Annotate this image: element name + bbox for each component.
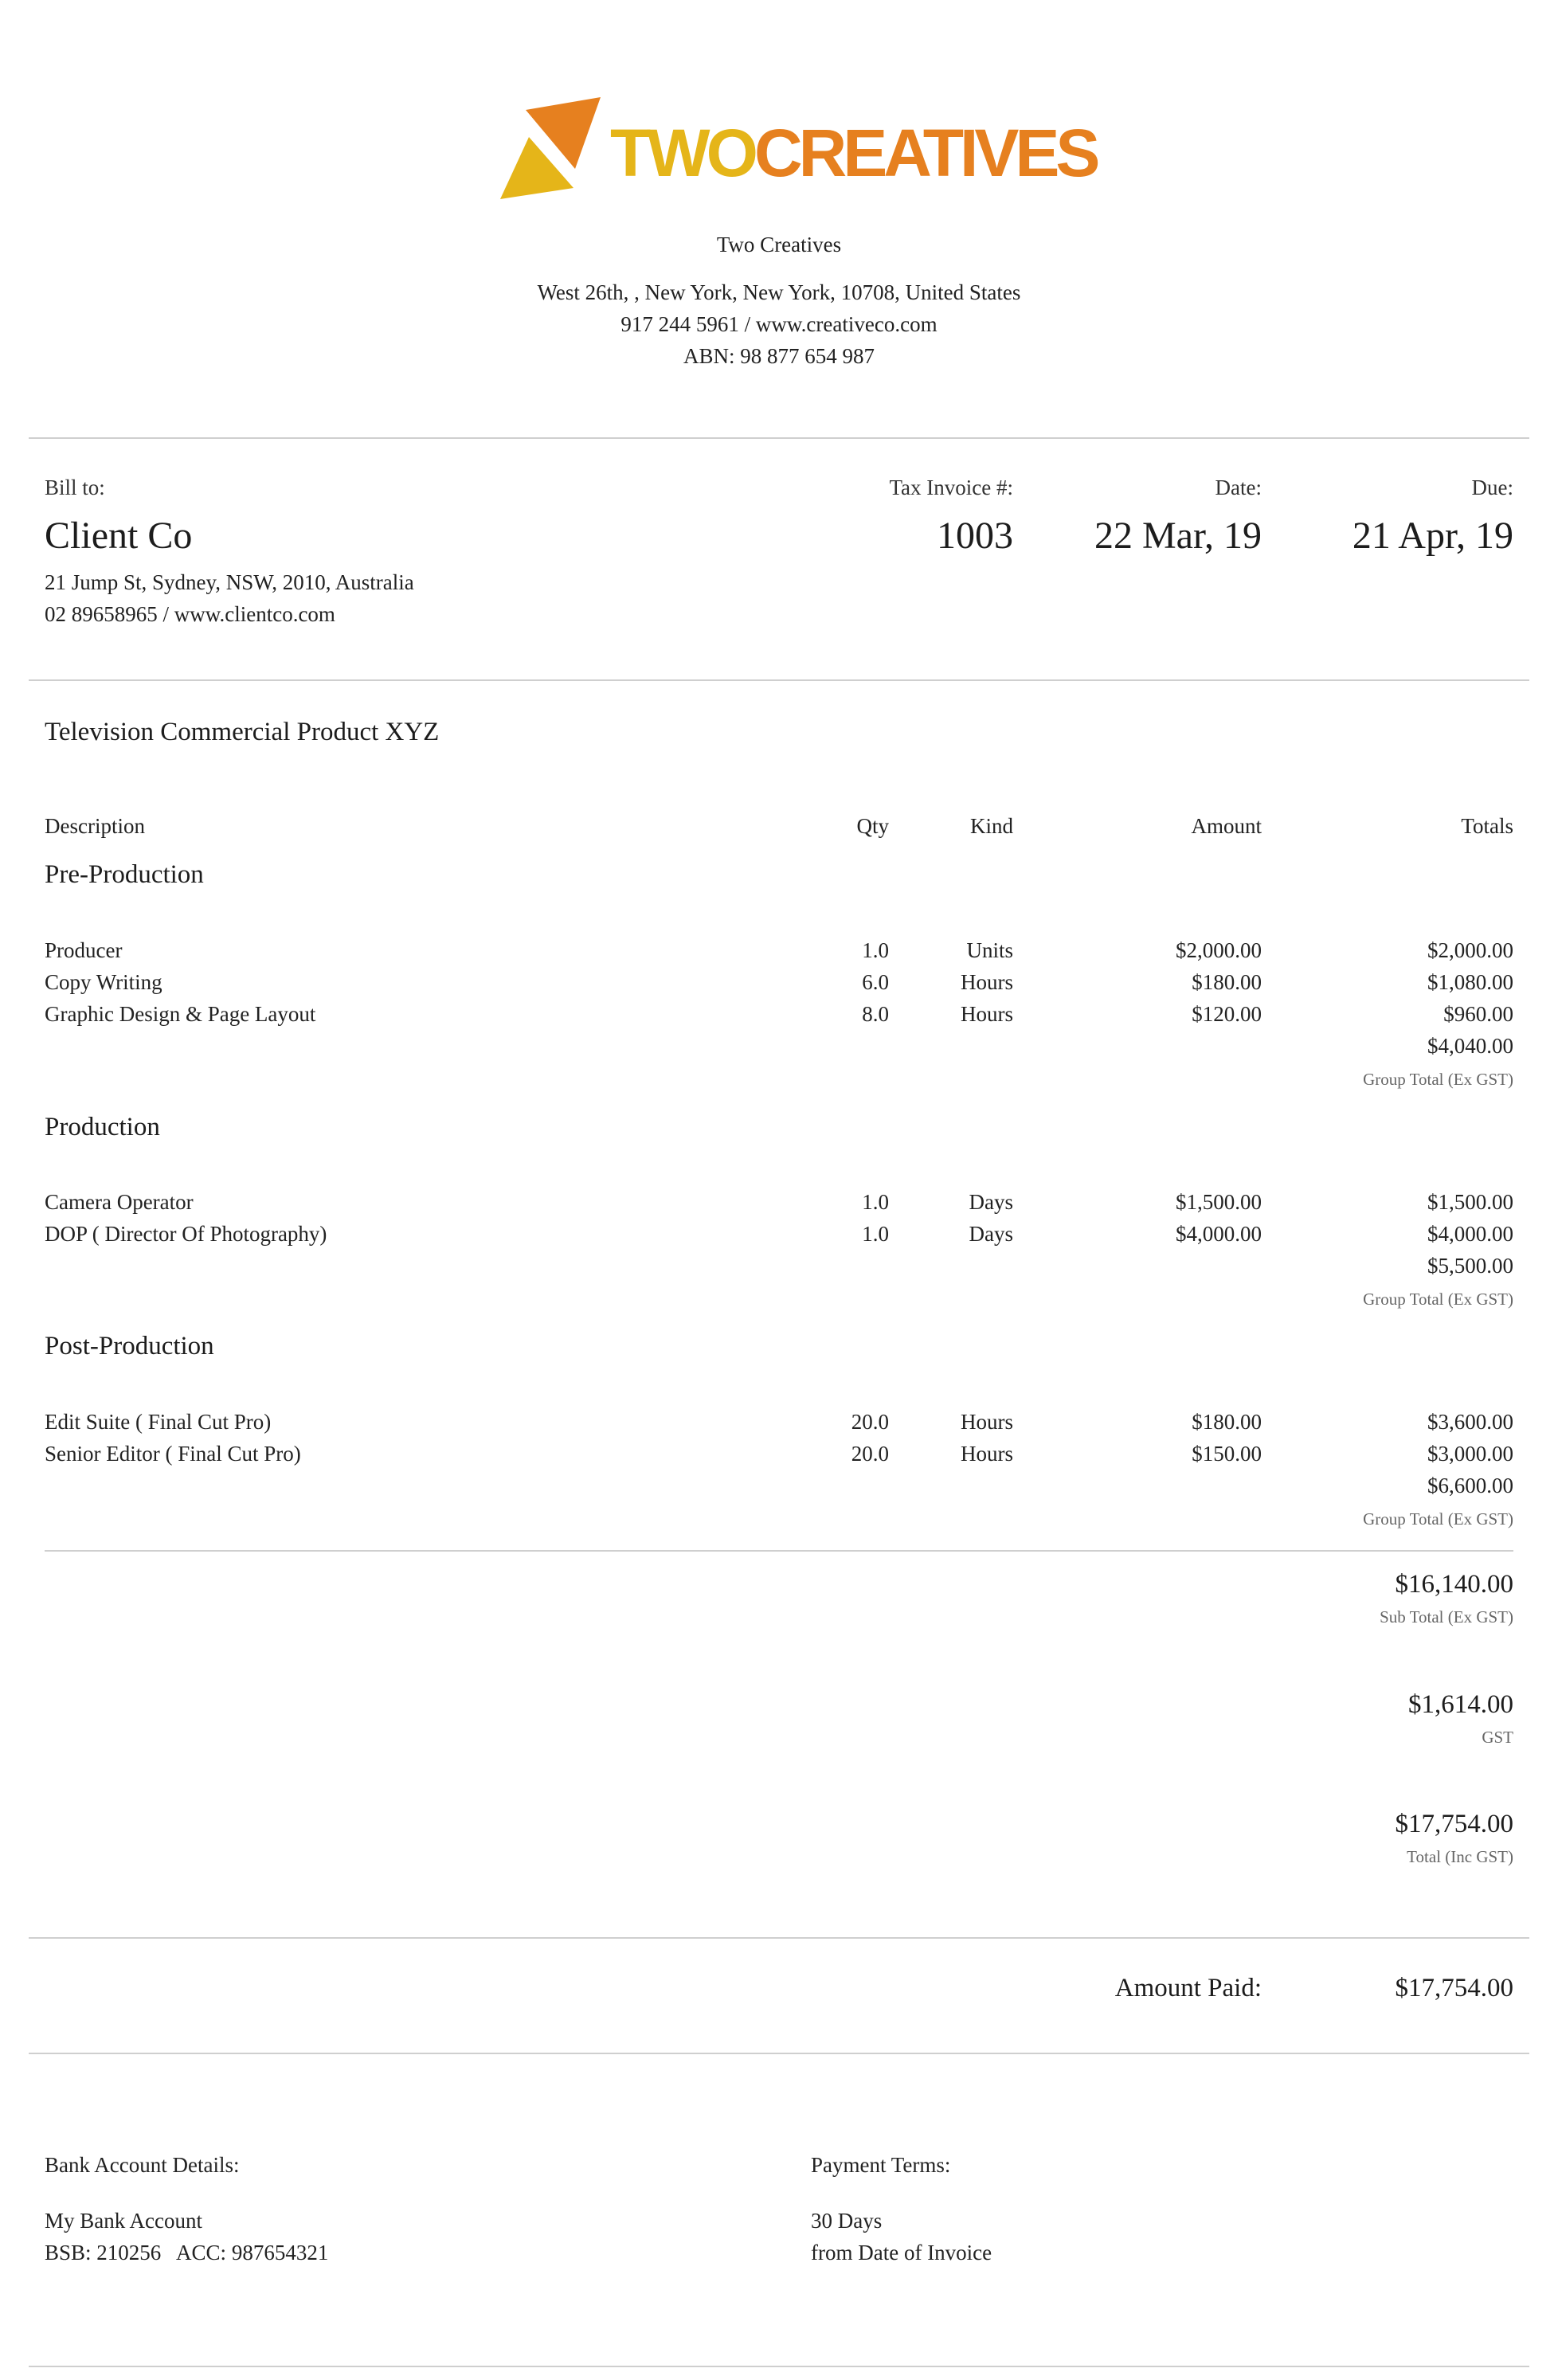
item-amount: $2,000.00 [1176, 938, 1262, 962]
item-kind: Hours [961, 1410, 1013, 1434]
item-description: Copy Writing [45, 970, 162, 994]
total-label: Total (Inc GST) [1407, 1847, 1513, 1866]
item-amount: $120.00 [1192, 1002, 1262, 1026]
item-kind: Units [966, 938, 1013, 962]
item-total: $960.00 [1443, 1002, 1513, 1026]
company-name: Two Creatives [716, 233, 842, 256]
item-amount: $180.00 [1192, 970, 1262, 994]
divider [29, 679, 1529, 681]
payment-terms-days: 30 Days [811, 2209, 883, 2233]
group-heading: Production [45, 1113, 160, 1141]
item-kind: Days [969, 1190, 1013, 1214]
item-qty: 6.0 [862, 970, 889, 994]
invoice-date: 22 Mar, 19 [1094, 515, 1262, 557]
project-title: Television Commercial Product XYZ [45, 718, 440, 746]
item-total: $2,000.00 [1427, 938, 1513, 962]
group-total: $5,500.00 [1427, 1254, 1513, 1278]
item-description: Senior Editor ( Final Cut Pro) [45, 1442, 301, 1466]
payment-terms-heading: Payment Terms: [811, 2153, 951, 2177]
group-total: $4,040.00 [1427, 1034, 1513, 1058]
header-qty: Qty [856, 814, 889, 838]
invoice-number: 1003 [937, 515, 1013, 557]
bank-bsb-acc: BSB: 210256 ACC: 987654321 [45, 2241, 329, 2265]
item-description: DOP ( Director Of Photography) [45, 1222, 327, 1246]
header-description: Description [45, 814, 145, 838]
group-total: $6,600.00 [1427, 1474, 1513, 1497]
company-abn: ABN: 98 877 654 987 [683, 344, 875, 368]
item-qty: 1.0 [862, 1222, 889, 1246]
item-qty: 8.0 [862, 1002, 889, 1026]
company-contact: 917 244 5961 / www.creativeco.com [620, 312, 938, 336]
header-kind: Kind [970, 814, 1013, 838]
bank-details-heading: Bank Account Details: [45, 2153, 240, 2177]
group-heading: Post-Production [45, 1332, 214, 1360]
item-total: $1,500.00 [1427, 1190, 1513, 1214]
item-qty: 20.0 [851, 1410, 889, 1434]
total-value: $17,754.00 [1395, 1810, 1513, 1838]
item-total: $1,080.00 [1427, 970, 1513, 994]
item-amount: $4,000.00 [1176, 1222, 1262, 1246]
item-amount: $180.00 [1192, 1410, 1262, 1434]
gst-value: $1,614.00 [1408, 1690, 1513, 1719]
invoice-due-date: 21 Apr, 19 [1352, 515, 1513, 557]
gst-label: GST [1482, 1728, 1513, 1747]
divider [45, 1550, 1513, 1552]
item-qty: 1.0 [862, 1190, 889, 1214]
header-amount: Amount [1191, 814, 1262, 838]
payment-terms-basis: from Date of Invoice [811, 2241, 992, 2265]
item-description: Producer [45, 938, 123, 962]
amount-paid-value: $17,754.00 [1395, 1974, 1513, 2002]
group-total-label: Group Total (Ex GST) [1363, 1509, 1513, 1529]
item-kind: Hours [961, 970, 1013, 994]
client-name: Client Co [45, 515, 193, 557]
item-kind: Hours [961, 1002, 1013, 1026]
header-totals: Totals [1461, 814, 1513, 838]
item-description: Edit Suite ( Final Cut Pro) [45, 1410, 272, 1434]
bill-to-label: Bill to: [45, 476, 105, 499]
company-address: West 26th, , New York, New York, 10708, United States [537, 280, 1021, 304]
item-description: Graphic Design & Page Layout [45, 1002, 316, 1026]
client-contact: 02 89658965 / www.clientco.com [45, 602, 335, 626]
invoice-number-label: Tax Invoice #: [889, 476, 1013, 499]
item-amount: $1,500.00 [1176, 1190, 1262, 1214]
divider [29, 1937, 1529, 1939]
invoice-due-label: Due: [1471, 476, 1513, 499]
group-total-label: Group Total (Ex GST) [1363, 1070, 1513, 1089]
divider [29, 437, 1529, 439]
divider [29, 2366, 1529, 2367]
item-kind: Days [969, 1222, 1013, 1246]
company-logo-wordmark: TWOCREATIVES [610, 115, 1097, 190]
group-total-label: Group Total (Ex GST) [1363, 1290, 1513, 1309]
item-qty: 20.0 [851, 1442, 889, 1466]
subtotal-label: Sub Total (Ex GST) [1380, 1607, 1513, 1626]
group-heading: Pre-Production [45, 860, 204, 889]
item-description: Camera Operator [45, 1190, 194, 1214]
invoice-date-label: Date: [1215, 476, 1262, 499]
item-total: $3,600.00 [1427, 1410, 1513, 1434]
item-total: $4,000.00 [1427, 1222, 1513, 1246]
divider [29, 2053, 1529, 2054]
item-qty: 1.0 [862, 938, 889, 962]
bank-account-name: My Bank Account [45, 2209, 202, 2233]
item-total: $3,000.00 [1427, 1442, 1513, 1466]
item-amount: $150.00 [1192, 1442, 1262, 1466]
client-address: 21 Jump St, Sydney, NSW, 2010, Australia [45, 570, 414, 594]
amount-paid-label: Amount Paid: [1114, 1974, 1262, 2002]
subtotal-value: $16,140.00 [1395, 1570, 1513, 1599]
item-kind: Hours [961, 1442, 1013, 1466]
